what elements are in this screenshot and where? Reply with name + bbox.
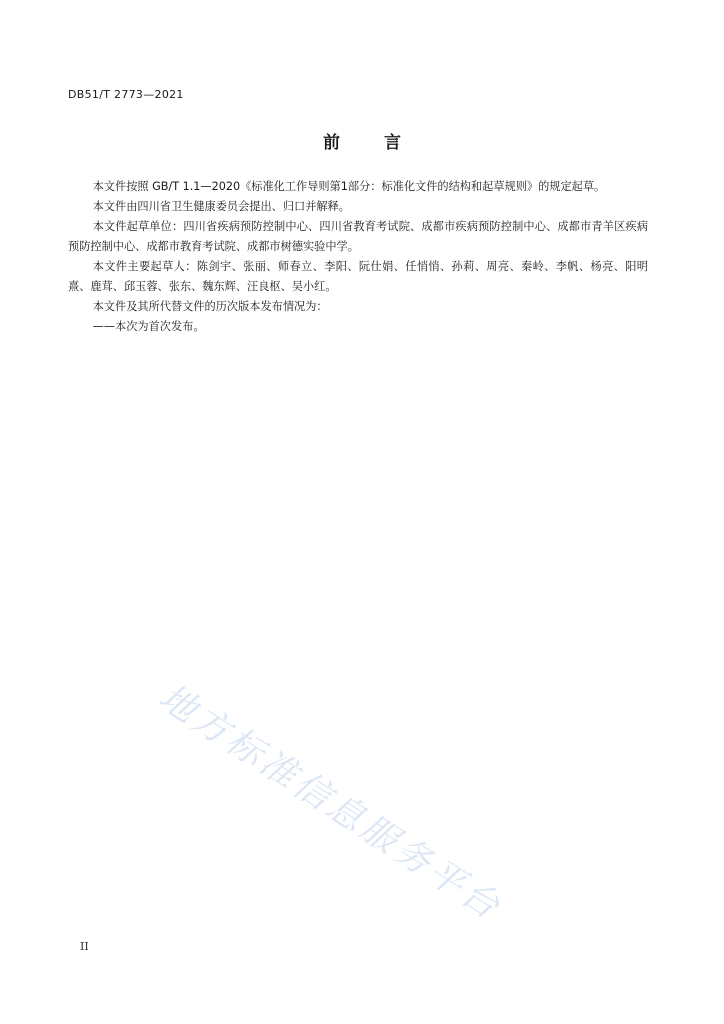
page-title [0, 128, 724, 153]
page-number: II [80, 940, 89, 953]
title-char-right: 言 [384, 133, 401, 153]
paragraph-drafting-basis: 本文件按照 GB/T 1.1—2020《标准化工作导则第1部分：标准化文件的结构和起草规则》的规定起草。 [92, 180, 606, 193]
watermark-text: 地方标准信息服务平台 [151, 676, 510, 929]
paragraph-drafters: 本文件主要起草人：陈剑宇、张丽、师春立、李阳、阮仕娟、任悄悄、孙莉、周亮、秦岭、李帆、杨亮、阳明熹、鹿茸、邱玉蓉、张东、魏东辉、汪良枢、吴小红。 [68, 260, 648, 293]
paragraph-version-history: 本文件及其所代替文件的历次版本发布情况为： [92, 300, 328, 313]
document-code: DB51/T 2773—2021 [68, 88, 184, 101]
paragraph-drafting-units: 本文件起草单位：四川省疾病预防控制中心、四川省教育考试院、成都市疾病预防控制中心、成都市青羊区疾病预防控制中心、成都市教育考试院、成都市树德实验中学。 [68, 220, 648, 253]
title-char-left: 前 [323, 133, 340, 153]
paragraph-proposer: 本文件由四川省卫生健康委员会提出、归口并解释。 [92, 200, 350, 213]
foreword-body [68, 177, 648, 337]
paragraph-first-release: ——本次为首次发布。 [92, 320, 205, 333]
